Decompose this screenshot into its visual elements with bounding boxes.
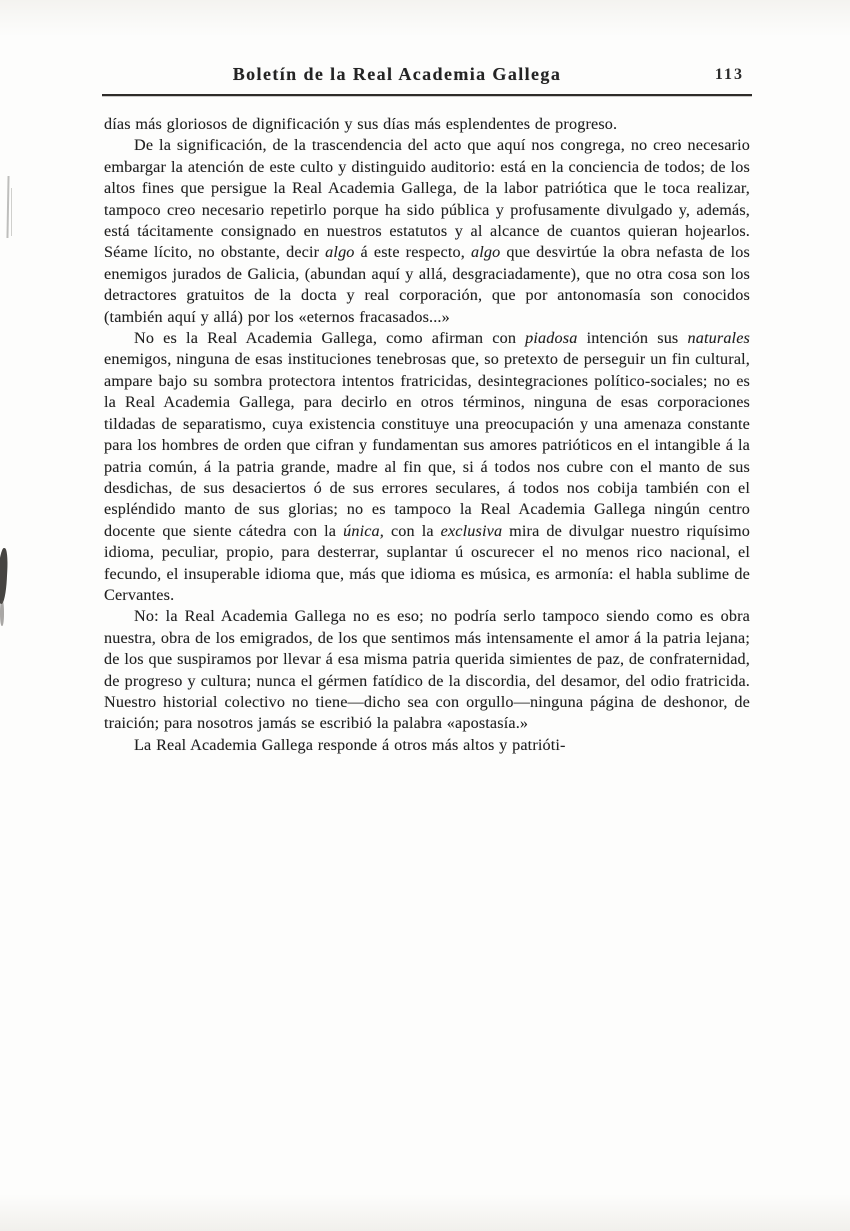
italic-text: exclusiva bbox=[440, 521, 503, 540]
page-title: Boletín de la Real Academia Gallega bbox=[232, 64, 562, 84]
paragraph bbox=[104, 735, 750, 756]
header-rule bbox=[102, 94, 752, 96]
paragraph bbox=[104, 606, 750, 734]
body-text: que desvirtúe la obra nefasta de los enemigos jurados de Galicia, (abundan aquí y allá, desgraciadamente), que no otra cosa son los detractores gratuitos de la docta y real corporación, que por antonomasía son conocidos (también aquí y allá) por los «eternos fracasados...» bbox=[104, 243, 750, 326]
italic-text: naturales bbox=[687, 329, 750, 348]
body-text: intención sus bbox=[577, 329, 688, 348]
paragraph bbox=[104, 328, 750, 606]
scan-artifact-hairline bbox=[11, 188, 12, 236]
italic-text: piadosa bbox=[525, 329, 578, 348]
paragraph bbox=[104, 114, 750, 135]
italic-text: algo bbox=[325, 243, 355, 262]
scan-artifact-ink-smudge bbox=[0, 548, 8, 604]
body-text: con la bbox=[384, 521, 441, 540]
italic-text: algo bbox=[470, 243, 501, 262]
page-header bbox=[104, 62, 750, 96]
text-block bbox=[104, 114, 750, 756]
body-text: mira de divulgar nuestro riquísimo idioma, peculiar, propio, para desterrar, suplantar ú oscurecer el no menos rico nacional, el fecundo, el insuperable idioma que, más que idioma es música, es armonía: el habla sublime de Cervantes. bbox=[104, 521, 750, 604]
paragraph bbox=[104, 135, 750, 328]
page-number: 113 bbox=[714, 66, 744, 83]
scanned-page bbox=[104, 62, 750, 756]
body-text: No es la Real Academia Gallega, como afirman con bbox=[134, 329, 526, 348]
body-text: La Real Academia Gallega responde á otros más altos y patrióti- bbox=[134, 735, 566, 754]
body-text: No: la Real Academia Gallega no es eso; no podría serlo tampoco siendo como es obra nuestra, obra de los emigrados, de los que sentimos más intensamente el amor á la patria lejana; de los que suspiramos por llevar á esa misma patria querida simientes de paz, de confraternidad, de progreso y cultura; nunca el gérmen fatídico de la discordia, del desamor, del odio fratricida. Nuestro historial colectivo no tiene—dicho sea con orgullo—ninguna página de deshonor, de traición; para nosotros jamás se escribió la palabra «apostasía.» bbox=[104, 607, 750, 733]
body-text: á este respecto, bbox=[354, 243, 471, 262]
body-text: días más gloriosos de dignificación y sus días más esplendentes de progreso. bbox=[104, 115, 618, 133]
scan-artifact-ink-smudge bbox=[0, 600, 4, 626]
scan-artifact-hairline bbox=[6, 176, 9, 238]
body-text: enemigos, ninguna de esas instituciones tenebrosas que, so pretexto de perseguir un fin cultural, ampare bajo su sombra protectora intentos fratricidas, desintegraciones político-sociales; no es la Real Academia Gallega, para decirlo en otros términos, ninguna de esas corporaciones tildadas de separatismo, cuya existencia constituye una preocupación y una amenaza constante para los hombres de orden que cifran y fundamentan sus amores patrióticos en el intangible á la patria común, á la patria grande, madre al fin que, si á todos nos cubre con el manto de sus desdichas, de sus desaciertos ó de sus errores seculares, á todos nos cobija también con el espléndido manto de sus glorias; no es tampoco la Real Academia Gallega ningún centro docente que siente cátedra con la bbox=[104, 350, 750, 540]
body-text: De la significación, de la trascendencia del acto que aquí nos congrega, no creo necesario embargar la atención de este culto y distinguido auditorio: está en la conciencia de todos; de los altos fines que persigue la Real Academia Gallega, de la labor patriótica que le toca realizar, tampoco creo necesario repetirlo porque ha sido pública y profusamente divulgado y, además, está tácitamente consignado en nuestros estatutos y al alcance de cuantos quieran hojearlos. Séame lícito, no obstante, decir bbox=[104, 136, 750, 262]
italic-text: única, bbox=[343, 521, 384, 540]
